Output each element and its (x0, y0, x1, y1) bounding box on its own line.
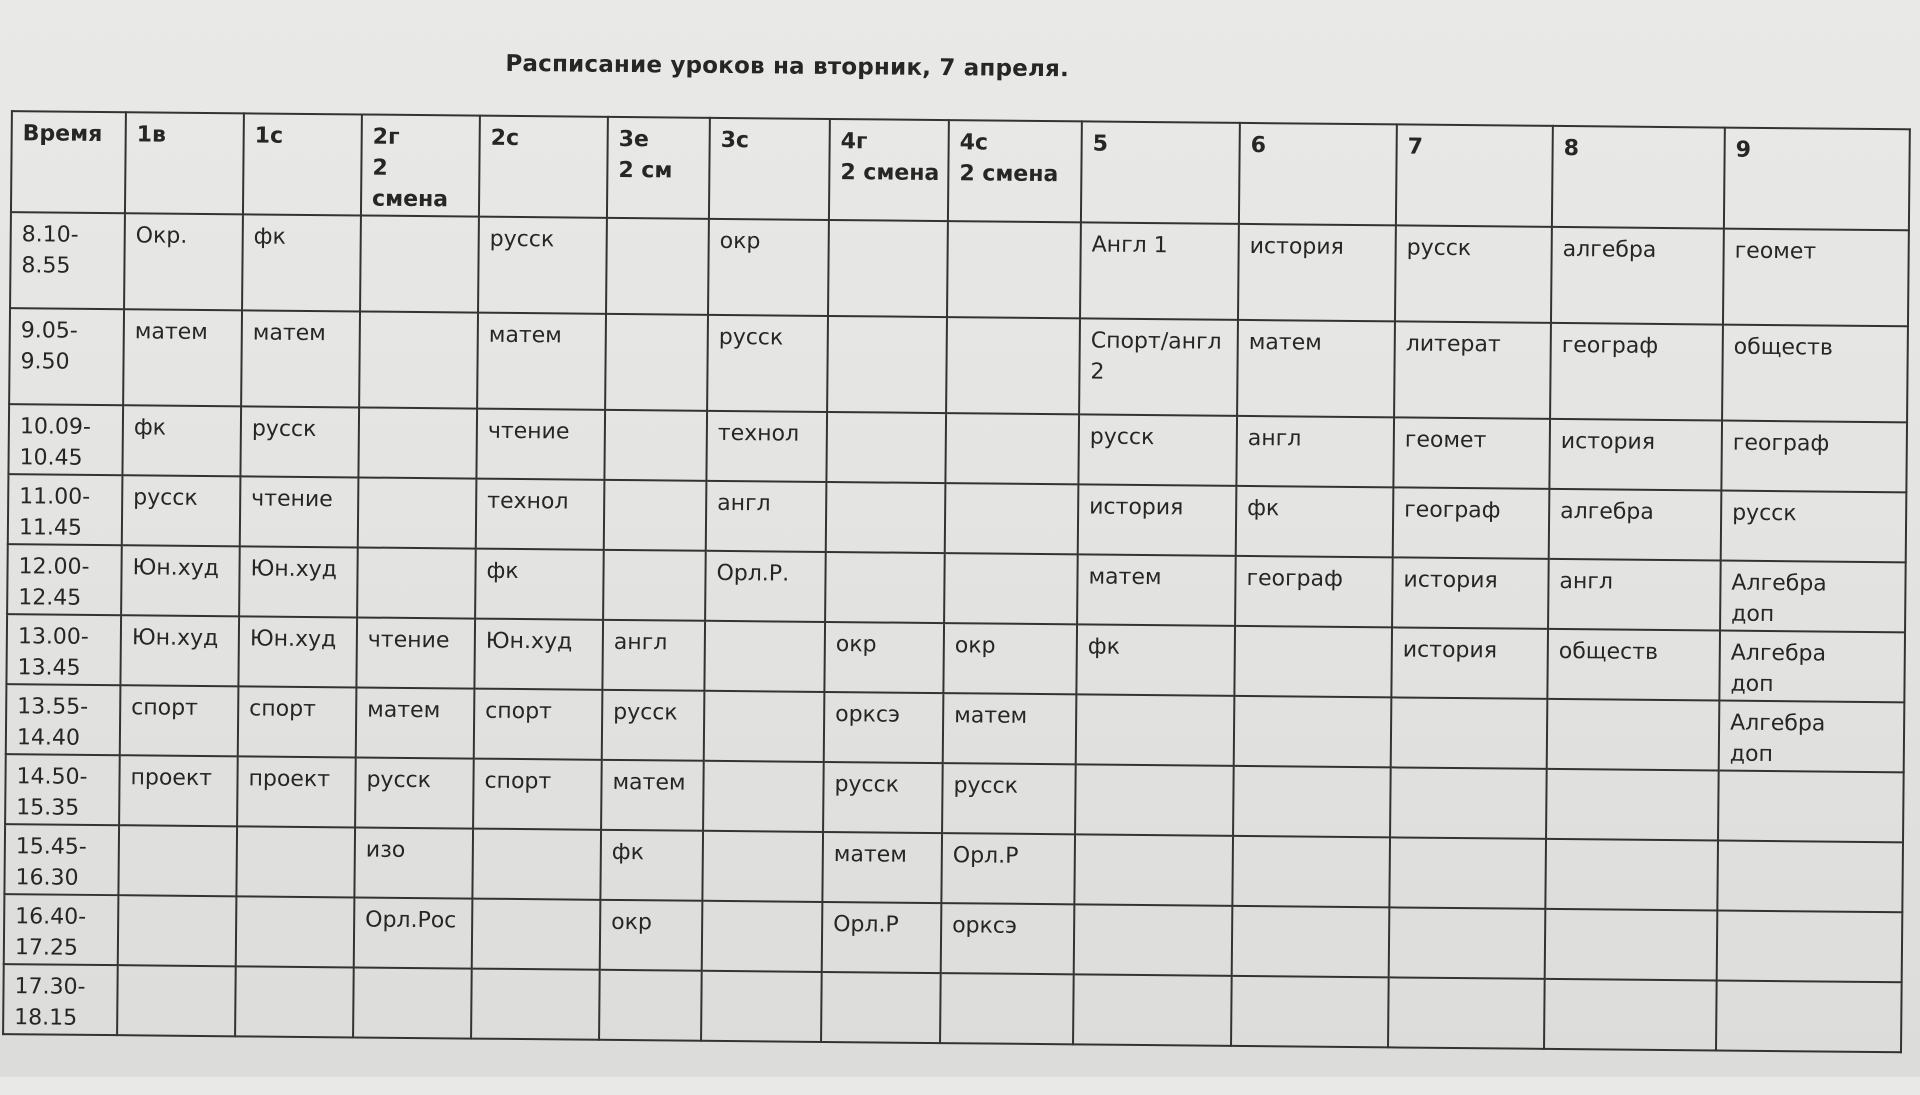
lesson-cell: окр (600, 900, 703, 971)
time-cell: 11.00- 11.45 (8, 474, 123, 545)
lesson-cell (599, 970, 702, 1041)
lesson-cell (118, 825, 237, 896)
lesson-cell (944, 553, 1078, 624)
lesson-cell: фк (475, 549, 604, 620)
schedule-table (2, 110, 1911, 1053)
lesson-cell: Алгебра доп (1719, 631, 1905, 703)
lesson-cell (117, 965, 236, 1036)
lesson-cell (471, 969, 600, 1040)
lesson-cell: спорт (473, 759, 602, 830)
lesson-cell: матем (477, 313, 606, 410)
lesson-cell: русск (355, 757, 474, 828)
schedule-body (3, 212, 1909, 1052)
lesson-cell: русск (602, 690, 705, 761)
lesson-cell: русск (122, 475, 241, 546)
lesson-cell: спорт (474, 689, 603, 760)
lesson-cell: матем (822, 832, 942, 903)
lesson-cell: матем (1077, 554, 1236, 626)
lesson-cell (604, 410, 707, 481)
lesson-cell (947, 221, 1081, 318)
lesson-cell: русск (478, 217, 607, 314)
time-cell: 10.09- 10.45 (8, 404, 123, 475)
lesson-cell: русск (240, 406, 359, 477)
lesson-cell: Юн.худ (239, 546, 358, 617)
lesson-cell: история (1549, 419, 1722, 491)
lesson-cell: фк (242, 214, 361, 311)
lesson-cell (1076, 694, 1235, 766)
time-cell: 13.55- 14.40 (6, 684, 121, 755)
lesson-cell (1074, 904, 1233, 976)
lesson-cell: матем (123, 309, 242, 406)
lesson-cell: географ (1393, 487, 1550, 558)
lesson-cell: англ (1548, 559, 1721, 631)
lesson-cell (703, 761, 824, 832)
lesson-cell: географ (1235, 556, 1393, 628)
lesson-cell (825, 552, 945, 623)
lesson-cell: история (1392, 557, 1549, 628)
lesson-cell: геомет (1723, 229, 1909, 327)
header-class: 4г 2 смена (829, 119, 949, 221)
header-class: 6 (1239, 123, 1397, 226)
lesson-cell: русск (942, 763, 1076, 834)
lesson-cell: история (1391, 627, 1548, 698)
lesson-cell (1388, 977, 1545, 1048)
lesson-cell (940, 973, 1074, 1044)
lesson-cell: матем (356, 687, 475, 758)
header-class: 2г 2 смена (361, 114, 480, 216)
lesson-cell (827, 316, 947, 413)
lesson-cell (1234, 696, 1392, 768)
header-class: 3с (709, 118, 830, 220)
lesson-cell: фк (1236, 486, 1394, 558)
header-class: 9 (1724, 128, 1910, 231)
time-cell: 17.30- 18.15 (3, 964, 118, 1035)
lesson-cell: технол (706, 411, 827, 482)
lesson-cell (604, 480, 707, 551)
lesson-cell (704, 621, 825, 692)
lesson-cell (1075, 764, 1234, 836)
lesson-cell (235, 966, 354, 1037)
lesson-cell: Юн.худ (120, 615, 239, 686)
lesson-cell: орксэ (941, 903, 1075, 974)
header-class: 4с 2 смена (948, 120, 1082, 222)
lesson-cell: Окр. (124, 213, 243, 310)
time-cell: 14.50- 15.35 (5, 754, 120, 825)
lesson-cell: Спорт/англ 2 (1079, 318, 1238, 416)
lesson-cell: Юн.худ (474, 619, 603, 690)
lesson-cell (472, 829, 601, 900)
lesson-cell: Орл.Рос (354, 897, 473, 968)
header-class: 5 (1081, 121, 1240, 224)
lesson-cell: англ (706, 481, 827, 552)
lesson-cell (353, 967, 472, 1038)
lesson-cell: окр (824, 622, 944, 693)
lesson-cell (1074, 834, 1233, 906)
time-cell: 9.05- 9.50 (9, 308, 124, 405)
lesson-cell: проект (237, 756, 356, 827)
lesson-cell: фк (1076, 624, 1235, 696)
lesson-cell (358, 407, 477, 478)
lesson-cell (1718, 771, 1904, 843)
lesson-cell (1545, 839, 1718, 911)
lesson-cell: орксэ (824, 692, 944, 763)
lesson-cell: матем (1237, 320, 1395, 418)
lesson-cell (826, 482, 946, 553)
time-cell: 15.45- 16.30 (4, 824, 119, 895)
lesson-cell: алгебра (1551, 227, 1724, 325)
lesson-cell: история (1078, 484, 1237, 556)
lesson-cell (1545, 909, 1718, 981)
lesson-cell: литерат (1394, 321, 1551, 418)
lesson-cell: географ (1550, 323, 1723, 421)
header-class: 8 (1552, 126, 1725, 229)
lesson-cell (702, 901, 823, 972)
table-row (9, 308, 1908, 422)
lesson-cell (704, 691, 825, 762)
time-cell: 8.10- 8.55 (10, 212, 125, 309)
lesson-cell: обществ (1547, 629, 1720, 701)
header-time: Время (11, 111, 126, 213)
lesson-cell (701, 971, 822, 1042)
header-class: 1с (243, 113, 362, 215)
lesson-cell (821, 972, 941, 1043)
lesson-cell (1717, 841, 1903, 913)
header-class: 3е 2 см (607, 117, 710, 219)
lesson-cell (1391, 697, 1548, 768)
lesson-cell: Орл.Р (822, 902, 942, 973)
lesson-cell: история (1238, 224, 1396, 322)
lesson-cell (1390, 767, 1547, 838)
lesson-cell (1716, 981, 1902, 1053)
lesson-cell (702, 831, 823, 902)
lesson-cell (1232, 906, 1390, 978)
lesson-cell: матем (241, 310, 360, 407)
header-class: 2с (479, 116, 608, 218)
lesson-cell (1717, 911, 1903, 983)
lesson-cell (360, 215, 479, 312)
lesson-cell: окр (943, 623, 1077, 694)
lesson-cell: русск (823, 762, 943, 833)
lesson-cell: русск (1395, 225, 1552, 322)
lesson-cell (1233, 766, 1391, 838)
header-class: 1в (125, 112, 244, 214)
lesson-cell (605, 314, 708, 411)
header-class: 7 (1396, 124, 1553, 226)
lesson-cell (603, 550, 706, 621)
lesson-cell (1232, 836, 1390, 908)
lesson-cell: чтение (240, 476, 359, 547)
lesson-cell: англ (602, 620, 705, 691)
lesson-cell: Алгебра доп (1720, 561, 1906, 633)
lesson-cell (946, 317, 1080, 414)
table-row (10, 212, 1909, 326)
lesson-cell (472, 899, 601, 970)
lesson-cell: Англ 1 (1080, 222, 1239, 320)
lesson-cell: англ (1236, 416, 1394, 488)
lesson-cell: Юн.худ (121, 545, 240, 616)
lesson-cell: спорт (238, 686, 357, 757)
lesson-cell: Орл.Р (941, 833, 1075, 904)
lesson-cell (359, 311, 478, 408)
lesson-cell (1073, 974, 1232, 1046)
lesson-cell: географ (1721, 421, 1907, 493)
lesson-cell (1389, 907, 1546, 978)
lesson-cell: фк (600, 830, 703, 901)
lesson-cell: русск (1721, 491, 1907, 563)
lesson-cell (1389, 837, 1546, 908)
lesson-cell: проект (119, 755, 238, 826)
lesson-cell: технол (476, 479, 605, 550)
time-cell: 12.00- 12.45 (7, 544, 122, 615)
lesson-cell: алгебра (1549, 489, 1722, 561)
lesson-cell: геомет (1393, 417, 1550, 488)
lesson-cell: матем (601, 760, 704, 831)
lesson-cell: чтение (476, 409, 605, 480)
lesson-cell: Юн.худ (238, 616, 357, 687)
lesson-cell: спорт (120, 685, 239, 756)
lesson-cell (357, 547, 476, 618)
lesson-cell (828, 220, 948, 317)
time-cell: 16.40- 17.25 (4, 894, 119, 965)
lesson-cell (1546, 769, 1719, 841)
lesson-cell (1544, 979, 1717, 1051)
lesson-cell (236, 896, 355, 967)
lesson-cell (358, 477, 477, 548)
lesson-cell: матем (943, 693, 1077, 764)
lesson-cell (1234, 626, 1392, 698)
page-title: Расписание уроков на вторник, 7 апреля. (505, 50, 1070, 83)
lesson-cell: окр (708, 219, 829, 316)
lesson-cell: Алгебра доп (1719, 701, 1905, 773)
lesson-cell (236, 826, 355, 897)
lesson-cell: изо (354, 827, 473, 898)
lesson-cell (606, 218, 709, 315)
time-cell: 13.00- 13.45 (6, 614, 121, 685)
lesson-cell: русск (707, 315, 828, 412)
lesson-cell: чтение (356, 617, 475, 688)
lesson-cell (945, 413, 1079, 484)
lesson-cell (1231, 976, 1389, 1048)
lesson-cell: обществ (1722, 325, 1908, 423)
lesson-cell (118, 895, 237, 966)
lesson-cell (945, 483, 1079, 554)
header-row (11, 111, 1910, 230)
lesson-cell (1547, 699, 1720, 771)
lesson-cell (826, 412, 946, 483)
lesson-cell: фк (122, 405, 241, 476)
lesson-cell: русск (1078, 414, 1237, 486)
lesson-cell: Орл.Р. (705, 551, 826, 622)
